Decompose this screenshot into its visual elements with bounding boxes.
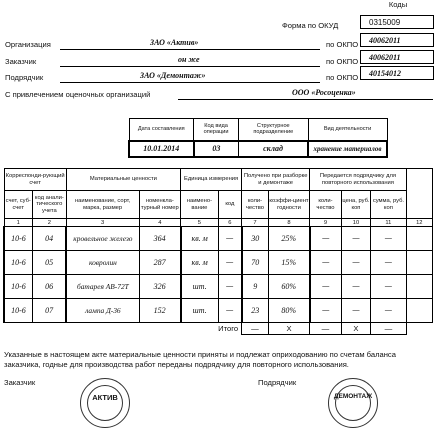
row-nomen: 364 — [139, 227, 181, 251]
row-qty: 23 — [242, 299, 269, 323]
total-x2: X — [341, 323, 370, 335]
contractor-okpo-label: по ОКПО — [326, 73, 359, 82]
col-number: 9 — [310, 219, 342, 227]
contractor-stamp — [328, 378, 378, 428]
subheader-unit-code: код — [218, 191, 241, 219]
row-code: 06 — [32, 275, 66, 299]
col-number: 1 — [4, 219, 32, 227]
subheader-qty: коли-чество — [242, 191, 269, 219]
stamp-inner-ring — [87, 385, 123, 421]
doc-unit-header: Структурное подразделение — [239, 119, 308, 141]
stamp-inner-ring — [335, 385, 371, 421]
row-empty — [406, 275, 432, 299]
col-number: 11 — [371, 219, 406, 227]
row-coef: 60% — [268, 275, 309, 299]
row-price: — — [341, 275, 370, 299]
subheader-unit: наимено-вание — [181, 191, 219, 219]
customer-underline — [60, 66, 320, 67]
row-name: ковролин — [66, 251, 139, 275]
doc-date-header: Дата составления — [129, 119, 194, 141]
row-qty: 30 — [242, 227, 269, 251]
row-nomen: 326 — [139, 275, 181, 299]
col-number: 2 — [32, 219, 66, 227]
subheader-sum: сумма, руб. коп — [371, 191, 406, 219]
subheader-name: наименование, сорт, марка, размер — [66, 191, 139, 219]
table-row — [4, 299, 433, 323]
doc-date-value: 10.01.2014 — [129, 141, 194, 157]
org-value: ЗАО «Актив» — [150, 38, 199, 47]
row-code: 05 — [32, 251, 66, 275]
org-label: Организация — [5, 40, 51, 49]
subheader-qty2: коли-чество — [310, 191, 342, 219]
row-qty: 9 — [242, 275, 269, 299]
table-row — [4, 275, 433, 299]
row-unit: кв. м — [181, 251, 219, 275]
org-okpo: 40062011 — [369, 36, 401, 45]
doc-activity-header: Вид деятельности — [308, 119, 387, 141]
total-qty2: — — [310, 323, 342, 335]
stamp-text: ДЕМОНТАЖ — [333, 393, 373, 400]
footer-customer-label: Заказчик — [4, 378, 36, 387]
row-qty2: — — [310, 299, 342, 323]
row-coef: 80% — [268, 299, 309, 323]
customer-stamp — [80, 378, 130, 428]
doc-opcode-value: 03 — [194, 141, 239, 157]
row-unit: кв. м — [181, 227, 219, 251]
subheader-code: код анали-тического учета — [32, 191, 66, 219]
contractor-okpo: 40154012 — [369, 69, 401, 78]
row-nomen: 152 — [139, 299, 181, 323]
row-qty2: — — [310, 251, 342, 275]
total-x1: X — [268, 323, 309, 335]
row-code: 04 — [32, 227, 66, 251]
footer-statement: Указанные в настоящем акте материальные ценности приняты и подлежат оприходованию по счетам баланса заказчика, годные для производства работ переданы подрядчику для повторного использования. — [4, 350, 396, 369]
row-name: батарея АВ-72Т — [66, 275, 139, 299]
row-sum: — — [371, 275, 406, 299]
customer-okpo: 40062011 — [369, 53, 401, 62]
row-qty: 70 — [242, 251, 269, 275]
col-number: 8 — [268, 219, 309, 227]
row-qty2: — — [310, 227, 342, 251]
row-price: — — [341, 251, 370, 275]
table-row — [4, 227, 433, 251]
stamp-text: АКТИВ — [92, 393, 118, 402]
subheader-coef: коэффи-циент годности — [268, 191, 309, 219]
subheader-account: счет, суб-счет — [4, 191, 32, 219]
org-okpo-cell — [360, 33, 434, 47]
total-sum: — — [371, 323, 406, 335]
row-code: 07 — [32, 299, 66, 323]
doc-opcode-header: Код вида операции — [194, 119, 239, 141]
row-price: — — [341, 227, 370, 251]
row-empty — [406, 251, 432, 275]
contractor-underline — [60, 82, 320, 83]
subheader-price: цена, руб. коп — [341, 191, 370, 219]
row-empty — [406, 227, 432, 251]
subheader-nomen: номенкла-турный номер — [139, 191, 181, 219]
okud-code: 0315009 — [369, 18, 401, 27]
okud-label: Форма по ОКУД — [282, 21, 339, 30]
valuables-group-header: Материальные ценности — [66, 169, 180, 191]
row-sum: — — [371, 299, 406, 323]
doc-unit-value: склад — [239, 141, 308, 157]
empty-header — [406, 169, 432, 219]
codes-title: Коды — [388, 0, 408, 9]
col-number: 4 — [139, 219, 181, 227]
contractor-value: ЗАО «Демонтаж» — [140, 71, 206, 80]
row-account: 10-6 — [4, 299, 32, 323]
col-number: 6 — [218, 219, 241, 227]
materials-table — [3, 168, 433, 335]
contractor-label: Подрядчик — [5, 73, 44, 82]
row-price: — — [341, 299, 370, 323]
customer-okpo-label: по ОКПО — [326, 57, 359, 66]
total-label: Итого — [218, 324, 239, 334]
footer-contractor-label: Подрядчик — [258, 378, 297, 387]
account-group-header: Корреспонди-рующий счет — [4, 169, 66, 191]
row-unit-code: — — [218, 275, 241, 299]
col-number: 12 — [406, 219, 432, 227]
okud-code-cell — [360, 15, 434, 29]
row-unit-code: — — [218, 227, 241, 251]
col-number: 5 — [181, 219, 219, 227]
row-name: лампа Д-36 — [66, 299, 139, 323]
customer-okpo-cell — [360, 50, 434, 64]
row-name: кровельное железо — [66, 227, 139, 251]
total-qty: — — [242, 323, 269, 335]
org-underline — [60, 49, 320, 50]
contractor-okpo-cell — [360, 66, 434, 80]
doc-activity-value: хранение материалов — [308, 141, 387, 157]
org-okpo-label: по ОКПО — [326, 40, 359, 49]
received-group-header: Получено при разборке и демонтаже — [242, 169, 310, 191]
row-unit-code: — — [218, 251, 241, 275]
row-account: 10-6 — [4, 251, 32, 275]
row-account: 10-6 — [4, 227, 32, 251]
row-coef: 15% — [268, 251, 309, 275]
row-unit: шт. — [181, 299, 219, 323]
transferred-group-header: Передается подрядчику для повторного использования — [310, 169, 406, 191]
appraiser-underline — [178, 99, 433, 100]
table-row — [4, 251, 433, 275]
customer-value: он же — [178, 55, 200, 64]
col-number: 10 — [341, 219, 370, 227]
col-number: 3 — [66, 219, 139, 227]
row-unit-code: — — [218, 299, 241, 323]
row-account: 10-6 — [4, 275, 32, 299]
row-nomen: 287 — [139, 251, 181, 275]
row-sum: — — [371, 251, 406, 275]
document-info-table — [128, 118, 388, 158]
row-coef: 25% — [268, 227, 309, 251]
appraiser-value: ООО «Росоценка» — [292, 88, 356, 97]
row-sum: — — [371, 227, 406, 251]
appraiser-label: С привлечением оценочных организаций — [5, 90, 151, 99]
customer-label: Заказчик — [5, 57, 37, 66]
row-empty — [406, 299, 432, 323]
unit-group-header: Единица измерения — [181, 169, 242, 191]
col-number: 7 — [242, 219, 269, 227]
row-unit: шт. — [181, 275, 219, 299]
row-qty2: — — [310, 275, 342, 299]
